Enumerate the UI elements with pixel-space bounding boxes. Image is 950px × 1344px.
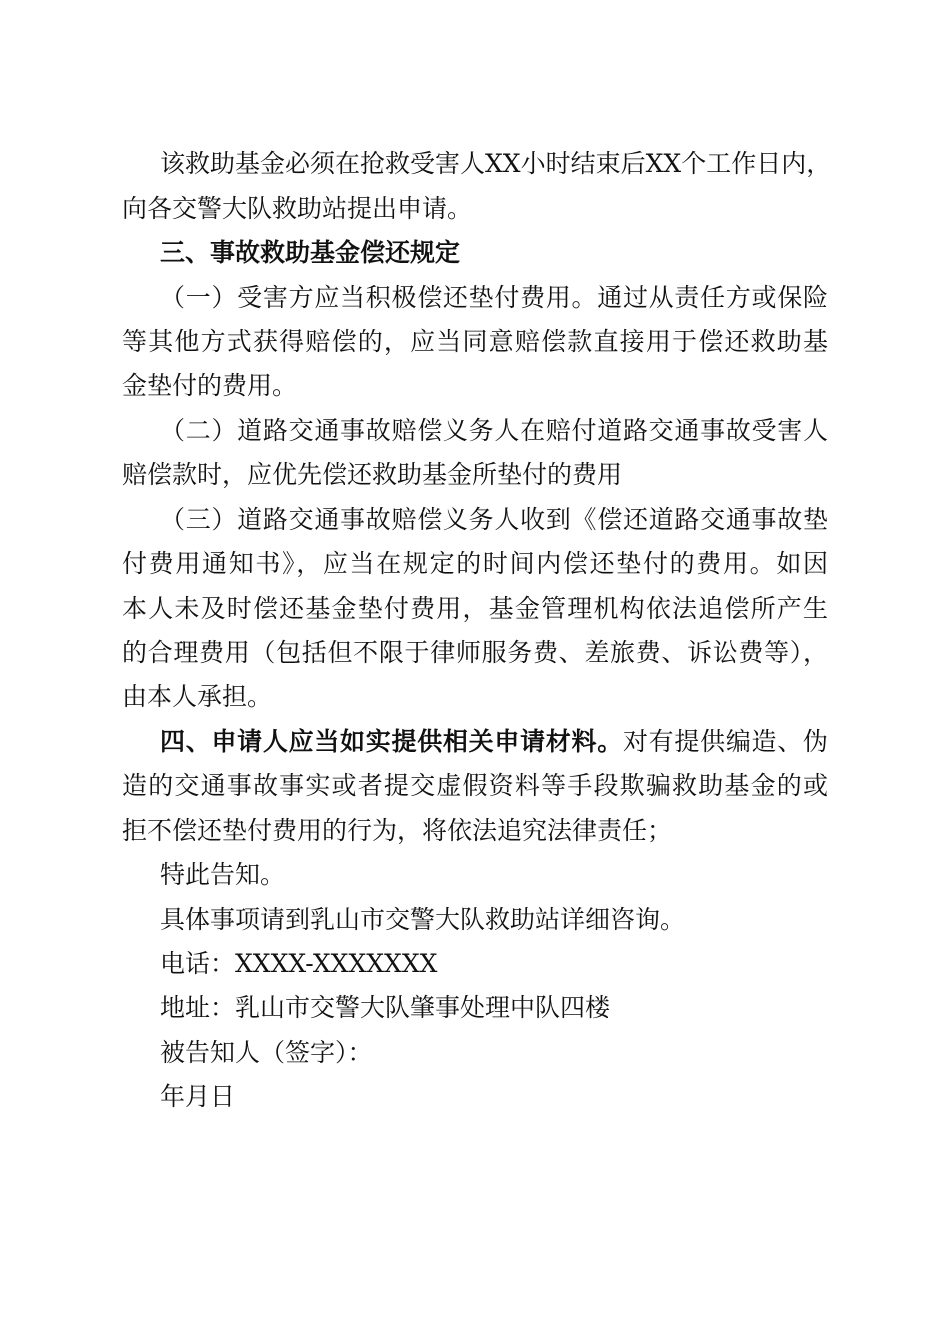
item1-line2: 等其他方式获得赔偿的，应当同意赔偿款直接用于偿还救助基 xyxy=(122,327,828,356)
item3-line4: 的合理费用（包括但不限于律师服务费、差旅费、诉讼费等）， xyxy=(122,638,828,667)
item3-line5: 由本人承担。 xyxy=(122,682,273,711)
closing-address: 地址：乳山市交警大队肇事处理中队四楼 xyxy=(160,993,611,1022)
para1-line1: 该救助基金必须在抢救受害人XX小时结束后XX个工作日内， xyxy=(160,149,832,178)
item3-line2: 付费用通知书》，应当在规定的时间内偿还垫付的费用。如因 xyxy=(122,549,828,578)
section4-heading: 四、申请人应当如实提供相关申请材料。 xyxy=(160,727,623,756)
section4-line1 xyxy=(160,727,828,757)
closing-consult: 具体事项请到乳山市交警大队救助站详细咨询。 xyxy=(160,905,686,934)
section4-line1-rest: 对有提供编造、伪 xyxy=(622,727,828,756)
item2-line2: 赔偿款时，应优先偿还救助基金所垫付的费用 xyxy=(122,460,623,489)
item1-line3: 金垫付的费用。 xyxy=(122,371,298,400)
section4-line3: 拒不偿还垫付费用的行为，将依法追究法律责任； xyxy=(122,816,673,845)
section3-heading: 三、事故救助基金偿还规定 xyxy=(160,238,461,267)
closing-date: 年月日 xyxy=(160,1082,236,1111)
item1-line1: （一）受害方应当积极偿还垫付费用。通过从责任方或保险 xyxy=(160,283,828,312)
para1-line2: 向各交警大队救助站提出申请。 xyxy=(122,194,473,223)
section4-line2: 造的交通事故事实或者提交虚假资料等手段欺骗救助基金的或 xyxy=(122,771,828,800)
item3-line3: 本人未及时偿还基金垫付费用，基金管理机构依法追偿所产生 xyxy=(122,594,828,623)
closing-phone: 电话：XXXX-XXXXXXX xyxy=(160,949,438,978)
closing-signature: 被告知人（签字）： xyxy=(160,1038,373,1067)
closing-notice: 特此告知。 xyxy=(160,860,286,889)
item2-line1: （二）道路交通事故赔偿义务人在赔付道路交通事故受害人 xyxy=(160,416,828,445)
item3-line1: （三）道路交通事故赔偿义务人收到《偿还道路交通事故垫 xyxy=(160,505,828,534)
